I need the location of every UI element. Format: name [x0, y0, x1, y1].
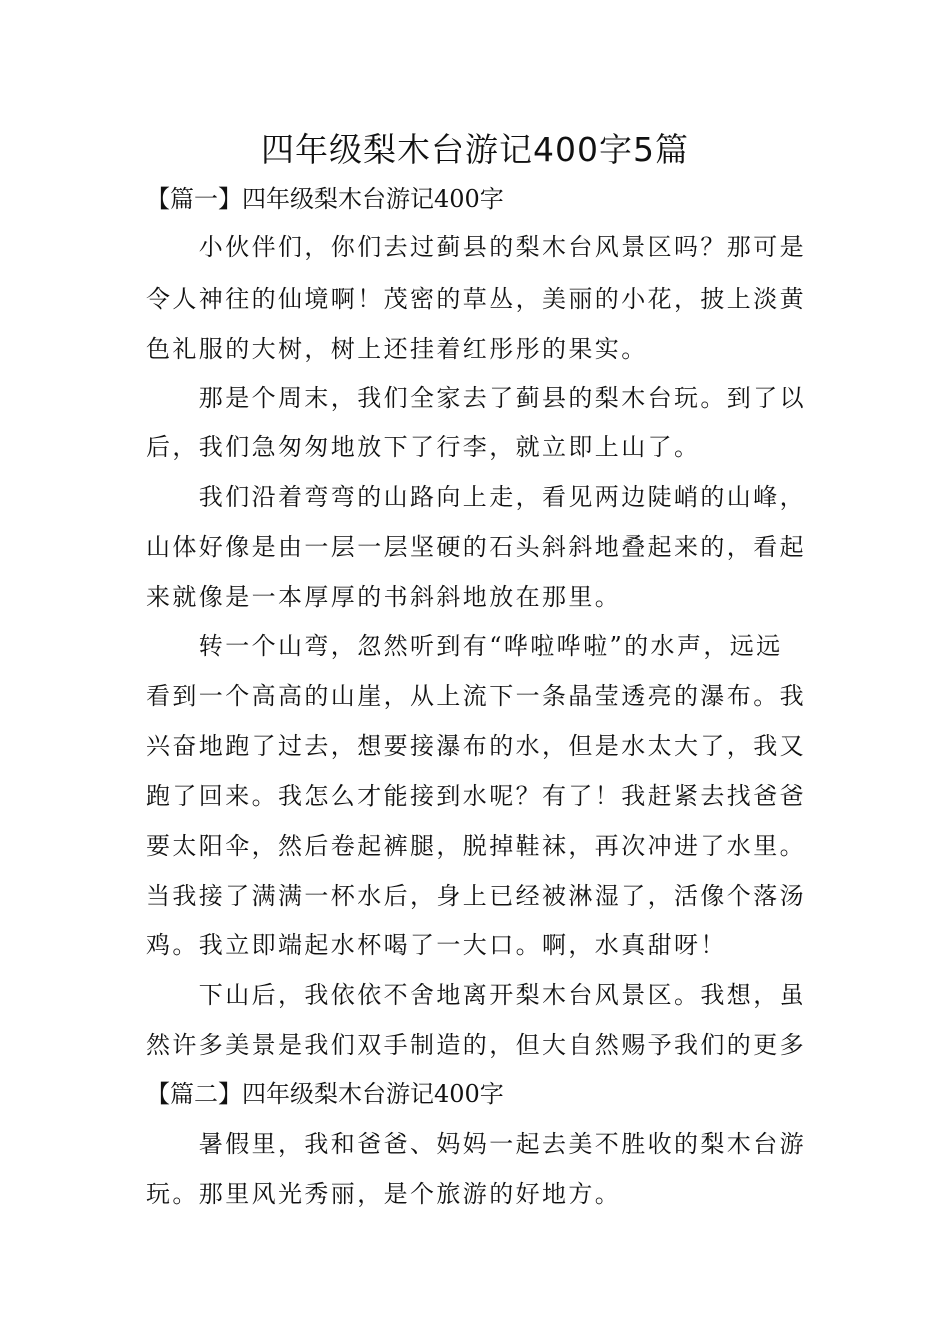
paragraph-line: 下山后，我依依不舍地离开梨木台风景区。我想，虽 — [146, 981, 806, 1009]
paragraph-line: 看到一个高高的山崖，从上流下一条晶莹透亮的瀑布。我 — [146, 682, 806, 710]
paragraph-line: 转一个山弯，忽然听到有“哗啦哗啦”的水声，远远 — [146, 632, 783, 660]
paragraph-line: 要太阳伞，然后卷起裤腿，脱掉鞋袜，再次冲进了水里。 — [146, 832, 806, 860]
document-title: 四年级梨木台游记400字5篇 — [261, 130, 689, 169]
paragraph-line: 那是个周末，我们全家去了蓟县的梨木台玩。到了以 — [146, 384, 806, 412]
paragraph-line: 玩。那里风光秀丽，是个旅游的好地方。 — [146, 1180, 622, 1208]
paragraph-line: 山体好像是由一层一层坚硬的石头斜斜地叠起来的，看起 — [146, 533, 806, 561]
paragraph-line: 后，我们急匆匆地放下了行李，就立即上山了。 — [146, 433, 701, 461]
paragraph-line: 跑了回来。我怎么才能接到水呢？有了！我赶紧去找爸爸 — [146, 782, 806, 810]
paragraph-line: 我们沿着弯弯的山路向上走，看见两边陡峭的山峰， — [146, 483, 806, 511]
paragraph-line: 然许多美景是我们双手制造的，但大自然赐予我们的更多 — [146, 1031, 806, 1059]
section-heading-2: 【篇二】四年级梨木台游记400字 — [146, 1080, 504, 1108]
section-heading-1: 【篇一】四年级梨木台游记400字 — [146, 185, 504, 213]
paragraph-line: 色礼服的大树，树上还挂着红彤彤的果实。 — [146, 335, 648, 363]
paragraph-line: 小伙伴们，你们去过蓟县的梨木台风景区吗？那可是 — [146, 233, 806, 261]
paragraph-line: 兴奋地跑了过去，想要接瀑布的水，但是水太大了，我又 — [146, 732, 806, 760]
paragraph-line: 当我接了满满一杯水后，身上已经被淋湿了，活像个落汤 — [146, 882, 806, 910]
paragraph-line: 暑假里，我和爸爸、妈妈一起去美不胜收的梨木台游 — [146, 1130, 806, 1158]
paragraph-line: 鸡。我立即端起水杯喝了一大口。啊，水真甜呀！ — [146, 931, 727, 959]
paragraph-line: 来就像是一本厚厚的书斜斜地放在那里。 — [146, 583, 622, 611]
paragraph-line: 令人神往的仙境啊！茂密的草丛，美丽的小花，披上淡黄 — [146, 285, 806, 313]
